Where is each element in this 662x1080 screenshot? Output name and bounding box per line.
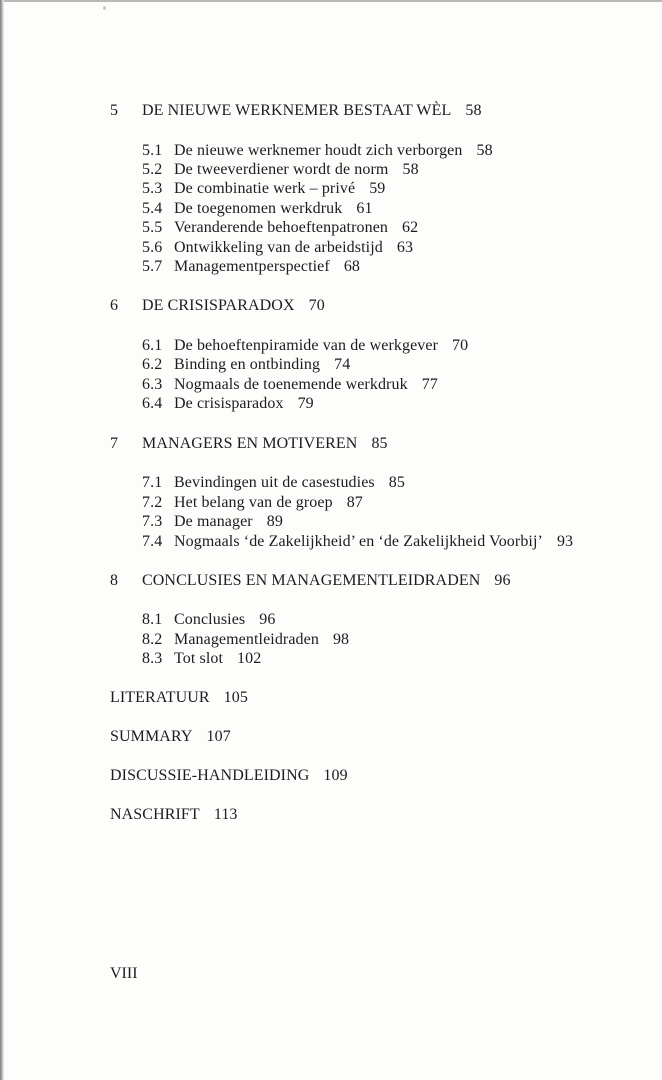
section-title: De crisisparadox	[174, 395, 284, 412]
section-page: 96	[259, 611, 276, 628]
toc-section-8-2	[142, 630, 349, 650]
section-page: 74	[334, 356, 351, 373]
section-page: 68	[343, 258, 361, 275]
section-title: Nogmaals ‘de Zakelijkheid’ en ‘de Zakelijkheid Voorbij’	[174, 533, 543, 550]
toc-naschrift	[110, 805, 238, 825]
section-page: 70	[452, 337, 469, 354]
toc-section-5-5	[142, 218, 418, 238]
toc-section-7-1	[142, 473, 405, 493]
backmatter-page: 107	[206, 728, 231, 745]
section-page: 61	[356, 200, 373, 217]
section-page: 79	[297, 395, 314, 412]
section-title: Managementleidraden	[174, 631, 319, 648]
section-number: 8.2	[142, 631, 163, 648]
section-title: Binding en ontbinding	[174, 356, 321, 373]
toc-summary	[110, 727, 231, 747]
chapter-title: CONCLUSIES EN MANAGEMENTLEIDRADEN	[142, 572, 481, 589]
chapter-number: 6	[110, 297, 119, 314]
chapter-page: 85	[371, 435, 388, 452]
chapter-page: 70	[308, 297, 325, 314]
section-number: 8.1	[142, 611, 163, 628]
chapter-title: MANAGERS EN MOTIVEREN	[142, 435, 358, 452]
section-page: 87	[346, 494, 363, 511]
section-page: 102	[237, 650, 262, 667]
toc-section-8-3	[142, 649, 261, 669]
section-number: 6.2	[142, 356, 163, 373]
section-title: Het belang van de groep	[174, 494, 333, 511]
chapter-page: 58	[465, 102, 482, 119]
section-page: 59	[369, 180, 386, 197]
section-number: 7.3	[142, 513, 163, 530]
chapter-title: DE NIEUWE WERKNEMER BESTAAT WÈL	[142, 102, 452, 119]
chapter-page: 96	[494, 572, 511, 589]
toc-section-5-3	[142, 179, 385, 199]
backmatter-title: DISCUSSIE-HANDLEIDING	[110, 767, 310, 784]
toc-chapter-6	[110, 296, 325, 316]
toc-section-6-2	[142, 355, 350, 375]
section-title: De combinatie werk – privé	[174, 180, 356, 197]
section-title: De tweeverdiener wordt de norm	[174, 161, 389, 178]
section-number: 6.3	[142, 376, 163, 393]
section-title: De toegenomen werkdruk	[174, 200, 343, 217]
section-number: 5.4	[142, 200, 163, 217]
section-number: 5.6	[142, 239, 163, 256]
toc-section-5-2	[142, 160, 419, 180]
chapter-title: DE CRISISPARADOX	[142, 297, 295, 314]
section-number: 7.4	[142, 533, 163, 550]
paper-speck	[103, 6, 106, 10]
backmatter-page: 113	[213, 806, 238, 823]
toc-section-7-2	[142, 493, 363, 513]
section-title: Nogmaals de toenemende werkdruk	[174, 376, 408, 393]
toc-section-8-1	[142, 610, 275, 630]
section-page: 98	[332, 631, 350, 648]
toc-section-6-4	[142, 394, 314, 414]
toc-chapter-7	[110, 434, 388, 454]
section-number: 6.1	[142, 337, 163, 354]
section-page: 77	[421, 376, 438, 393]
section-title: Veranderende behoeftenpatronen	[174, 219, 388, 236]
section-page: 58	[476, 142, 493, 159]
toc-section-6-1	[142, 336, 468, 356]
section-number: 5.3	[142, 180, 163, 197]
section-number: 5.7	[142, 258, 163, 275]
toc-chapter-5	[110, 101, 482, 121]
section-number: 7.1	[142, 474, 163, 491]
section-page: 89	[266, 513, 283, 530]
section-number: 6.4	[142, 395, 163, 412]
section-title: Ontwikkeling van de arbeidstijd	[174, 239, 383, 256]
section-number: 5.1	[142, 142, 163, 159]
backmatter-title: SUMMARY	[110, 728, 193, 745]
toc-chapter-8	[110, 571, 511, 591]
backmatter-title: LITERATUUR	[110, 689, 210, 706]
section-title: De manager	[174, 513, 253, 530]
section-title: De behoeftenpiramide van de werkgever	[174, 337, 439, 354]
toc-discussie-handleiding	[110, 766, 348, 786]
section-title: De nieuwe werknemer houdt zich verborgen	[174, 142, 463, 159]
section-page: 58	[402, 161, 419, 178]
section-page: 93	[556, 533, 574, 550]
section-number: 8.3	[142, 650, 163, 667]
section-page: 85	[388, 474, 405, 491]
toc-section-5-1	[142, 141, 493, 161]
page-number: VIII	[110, 965, 138, 982]
page-spine-edge	[0, 0, 4, 1080]
toc-section-5-7	[142, 257, 360, 277]
backmatter-title: NASCHRIFT	[110, 806, 200, 823]
chapter-number: 7	[110, 435, 119, 452]
toc-section-5-6	[142, 238, 413, 258]
toc-section-7-4	[142, 532, 573, 552]
page-top-edge	[0, 0, 662, 2]
section-number: 7.2	[142, 494, 163, 511]
section-page: 62	[402, 219, 419, 236]
section-title: Managementperspectief	[174, 258, 330, 275]
chapter-number: 5	[110, 102, 119, 119]
section-title: Conclusies	[174, 611, 246, 628]
backmatter-page: 109	[323, 767, 348, 784]
toc-section-7-3	[142, 512, 283, 532]
section-number: 5.5	[142, 219, 163, 236]
toc-section-6-3	[142, 375, 438, 395]
section-title: Bevindingen uit de casestudies	[174, 474, 375, 491]
backmatter-page: 105	[223, 689, 248, 706]
toc-literatuur	[110, 688, 248, 708]
section-title: Tot slot	[174, 650, 224, 667]
chapter-number: 8	[110, 572, 119, 589]
toc-section-5-4	[142, 199, 373, 219]
section-page: 63	[396, 239, 414, 256]
section-number: 5.2	[142, 161, 163, 178]
